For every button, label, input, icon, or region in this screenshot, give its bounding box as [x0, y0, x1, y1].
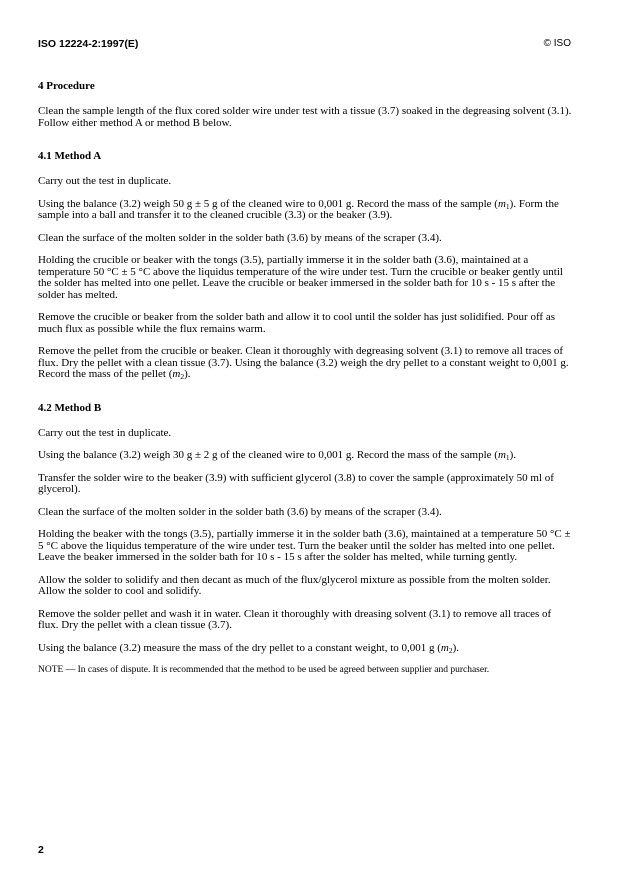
method-a-paragraph-4: Holding the crucible or beaker with the tongs (3.5), partially immerse it in the solder bath (3.6), maintained at a temperature 50 °C ± 5 °C above the liquidus temperature of the wire under test. Turn the crucible or beaker gently until the solder has melted into one pellet. Leave the crucible or beaker immersed in the solder bath for 10 s - 15 s after the solder has melted.: [38, 254, 563, 301]
method-b-paragraph-5: Holding the beaker with the tongs (3.5), partially immerse it in the solder bath (3.6), maintained at a temperature 50 °C ± 5 °C above the liquidus temperature of the wire under test. Turn the beaker until the solder has melted into one pellet. Leave the beaker immersed in the solder bath for 10 s - 15 s after the solder has melted, while turning gently.: [38, 528, 571, 563]
section-4-intro: Clean the sample length of the flux cored solder wire under test with a tissue (3.7) soaked in the degreasing solvent (3.1). Follow either method A or method B below.: [38, 105, 572, 129]
note: NOTE — In cases of dispute. It is recommended that the method to be used be agreed between supplier and purchaser.: [38, 665, 490, 675]
method-a-paragraph-6: Remove the pellet from the crucible or beaker. Clean it thoroughly with degreasing solvent (3.1) to remove all traces of flux. Dry the pellet with a clean tissue (3.7). Using the balance (3.2) weigh the dry pellet to a constant weight to 0,001 g. Record the mass of the pellet $(m_2)$.: [38, 345, 569, 381]
method-b-paragraph-1: Carry out the test in duplicate.: [38, 426, 172, 439]
page-number: 2: [38, 844, 44, 856]
method-b-paragraph-7: Remove the solder pellet and wash it in water. Clean it thoroughly with dreasing solvent (3.1) to remove all traces of flux. Dry the pellet with a clean tissue (3.7).: [38, 607, 552, 631]
method-a-paragraph-3: Clean the surface of the molten solder in the solder bath (3.6) by means of the scraper (3.4).: [38, 231, 442, 244]
method-b-paragraph-6: Allow the solder to solidify and then decant as much of the flux/glycerol mixture as possible from the molten solder. Allow the solder to cool and solidify.: [38, 573, 551, 597]
section-4-title: 4 Procedure: [38, 80, 95, 92]
copyright-notice: © ISO: [543, 38, 571, 49]
section-4-1-title: 4.1 Method A: [38, 150, 102, 162]
method-b-paragraph-8: Using the balance (3.2) measure the mass of the dry pellet to a constant weight, to 0,001 g $(m_2)$.: [38, 641, 460, 655]
method-a-paragraph-1: Carry out the test in duplicate.: [38, 175, 172, 187]
method-b-paragraph-4: Clean the surface of the molten solder in the solder bath (3.6) by means of the scraper (3.4).: [38, 505, 442, 518]
method-a-paragraph-2: Using the balance (3.2) weigh 50 g ± 5 g of the cleaned wire to 0,001 g. Record the mass of the sample $(m_1)$. Form the sample into a ball and transfer it to the cleaned crucible (3.3) or the beaker (3.9).: [38, 197, 559, 221]
method-b-paragraph-3: Transfer the solder wire to the beaker (3.9) with sufficient glycerol (3.8) to cover the sample (approximately 50 ml of glycerol).: [38, 471, 554, 495]
section-4-2-title: 4.2 Method B: [38, 401, 102, 414]
document-body: [38, 80, 573, 676]
method-b-paragraph-2: Using the balance (3.2) weigh 30 g ± 2 g of the cleaned wire to 0,001 g. Record the mass of the sample $(m_1)$.: [38, 449, 517, 462]
document-id: ISO 12224-2:1997(E): [38, 38, 139, 50]
method-a-paragraph-5: Remove the crucible or beaker from the solder bath and allow it to cool until the solder has just solidified. Pour off as much flux as possible while the flux remains warm.: [38, 311, 555, 335]
